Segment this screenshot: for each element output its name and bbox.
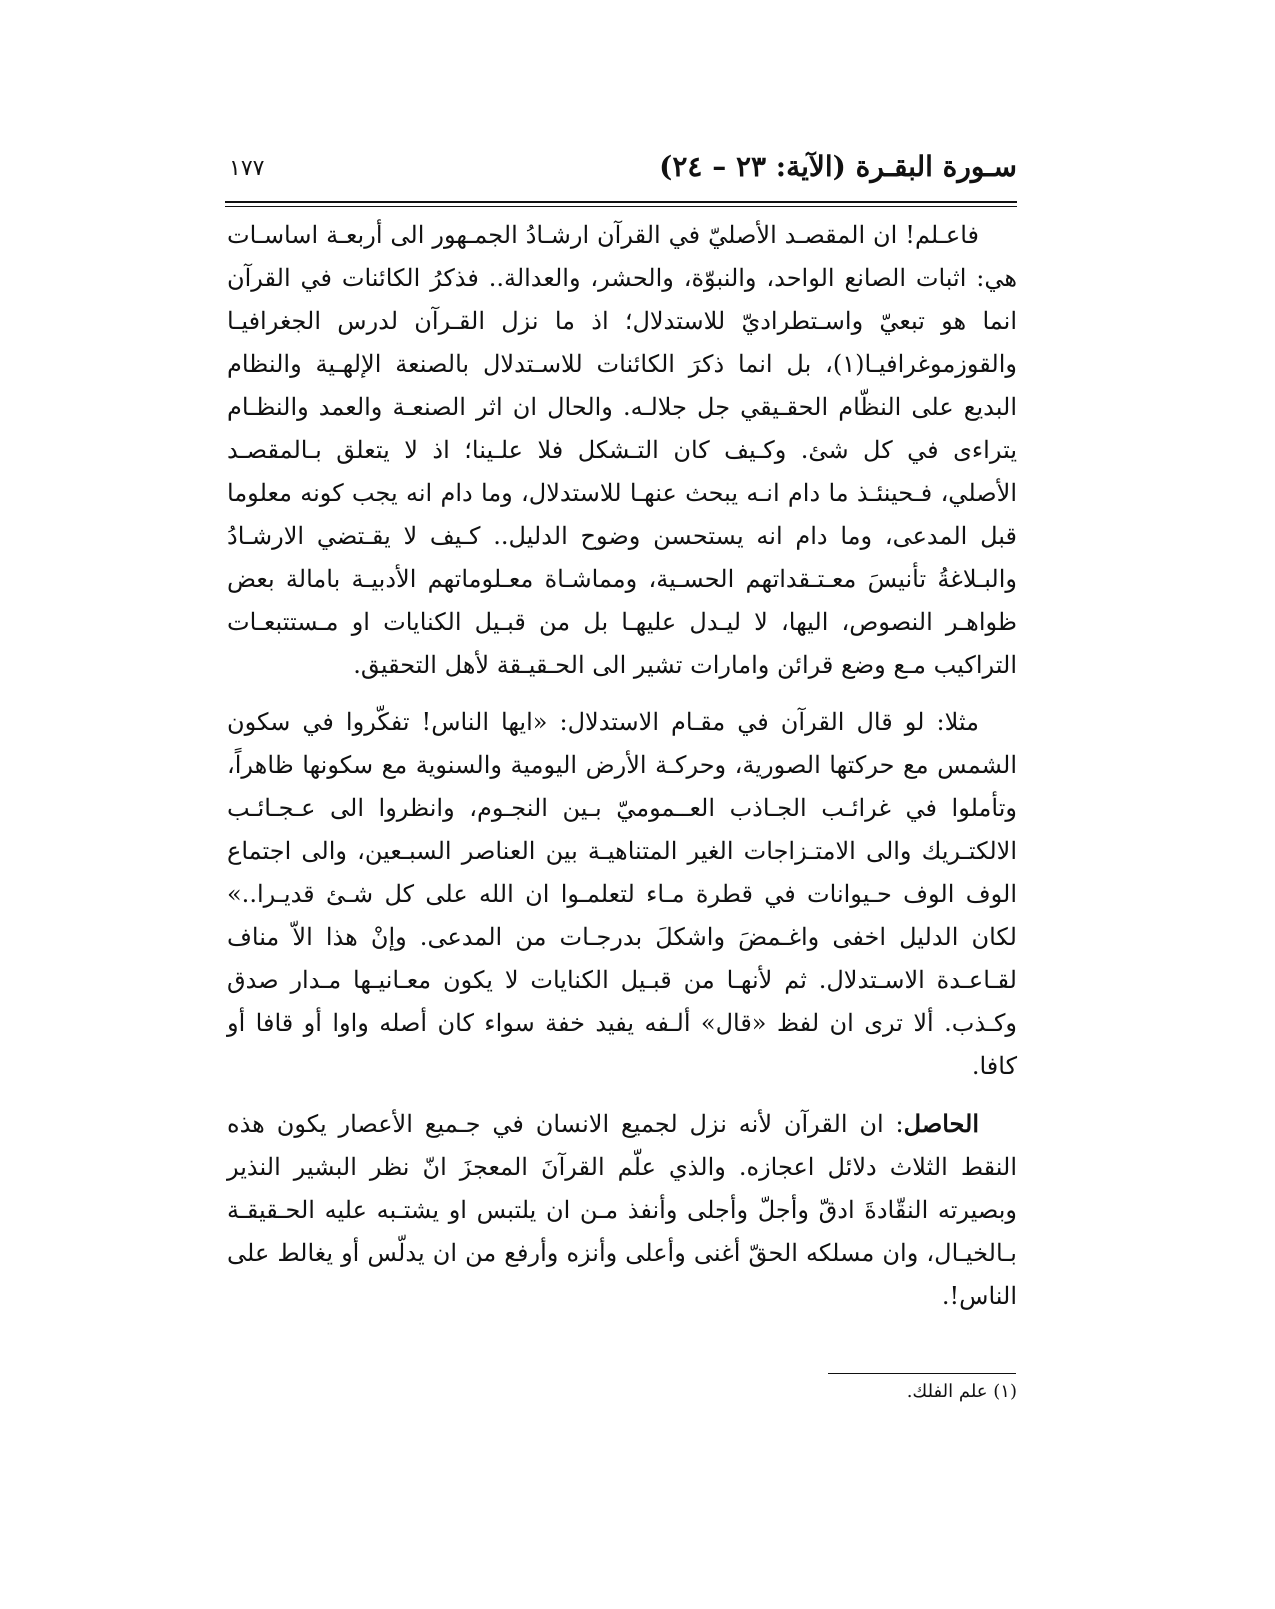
page-number: ١٧٧	[229, 156, 265, 181]
paragraph-1: فاعـلم! ان المقصـد الأصليّ في القرآن ارشـادُ الجمـهور الى أربعـة اساسـات هي: اثبات الصانع الواحد، والنبوّة، والحشر، والعدالة.. فذكرُ الكائنات في القرآن انما هو تبعيّ واسـتطراديّ للاستدلال؛ اذ ما نزل القـرآن لدرس الجغرافيـا والقوزموغرافيـا(١)، بل انما ذكرَ الكائنات للاسـتدلال بالصنعة الإلهـية والنظام البديع على النظّام الحقـيقي جل جلالـه. والحال ان اثر الصنعـة والعمد والنظـام يتراءى في كل شئ. وكـيف كان التـشكل فلا علـينا؛ اذ لا يتعلق بـالمقصـد الأصلي، فـحينئـذ ما دام انـه يبحث عنهـا للاستدلال، وما دام انه يجب كونه معلوما قبل المدعى، وما دام انه يستحسن وضوح الدليل.. كـيف لا يقـتضي الارشـادُ والبـلاغةُ تأنيسَ معـتـقداتهم الحسـية، ومماشـاة معـلوماتهم الأدبيـة بامالة بعض ظواهـر النصوص، اليها، لا ليـدل عليهـا بل من قبـيل الكنايات او مـستتبعـات التراكيب مـع وضع قرائن وامارات تشير الى الحـقيـقة لأهل التحقيق.	[227, 221, 1017, 679]
header-rule-thin	[225, 206, 1017, 207]
body-text	[227, 214, 1017, 1318]
paragraph-3	[227, 1102, 1017, 1318]
paragraph-3-text: : ان القرآن لأنه نزل لجميع الانسان في جـميع الأعصار يكون هذه النقط الثلاث دلائل اعجازه. والذي علّم القرآنَ المعجزَ انّ نظر البشير النذير وبصيرته النقّادةَ ادقّ وأجلّ وأجلى وأنفذ مـن ان يلتبس او يشتـبه عليه الحـقيقـة بـالخيـال، وان مسلكه الحقّ أغنى وأعلى وأنزه وأرفع من ان يدلّس أو يغالط على الناس!.	[227, 1110, 1017, 1310]
header-rule-thick	[225, 201, 1017, 203]
paragraph-3-lead-term: الحاصل	[903, 1109, 979, 1138]
footnote-rule	[828, 1373, 1016, 1374]
footnote: (١) علم الفلك.	[906, 1381, 1017, 1402]
paragraph-2: مثلا: لو قال القرآن في مقـام الاستدلال: «ايها الناس! تفكّروا في سكون الشمس مع حركتها الصورية، وحركـة الأرض اليومية والسنوية مع سكونها ظاهراً، وتأملوا في غرائـب الجـاذب العــموميّ بـين النجـوم، وانظروا الى عـجـائـب الالكتـريك والى الامتـزاجات الغير المتناهيـة بين العناصر السبـعين، والى اجتماع الوف الوف حـيوانات في قطرة مـاء لتعلمـوا ان الله على كل شـئ قديـرا..» لكان الدليل اخفى واغـمضَ واشكلَ بدرجـات من المدعى. وإنْ هذا الاّ مناف لقـاعـدة الاسـتدلال. ثم لأنهـا من قبـيل الكنايات لا يكون معـانيـها مـدار صدق وكـذب. ألا ترى ان لفظ «قال» ألـفه يفيد خفة سواء كان أصله واوا أو قافا أو كافا.	[227, 708, 1017, 1080]
page-header	[227, 150, 1017, 200]
running-title: سـورة البقـرة (الآية: ٢٣ – ٢٤)	[659, 150, 1017, 183]
